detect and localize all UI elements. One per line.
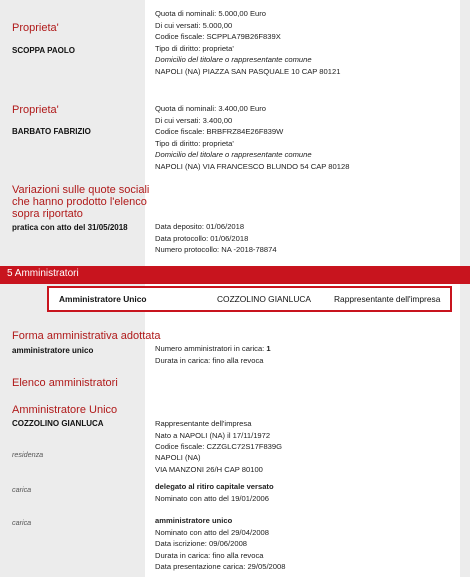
owner-2-codice-fiscale: Codice fiscale: BRBFRZ84E26F839W — [155, 127, 284, 136]
variazioni-title-line-1: Variazioni sulle quote sociali — [12, 184, 150, 196]
owner-2-quota: Quota di nominali: 3.400,00 Euro — [155, 104, 267, 113]
variazioni-title — [12, 184, 149, 220]
owner-1-tipo-diritto: Tipo di diritto: proprieta' — [155, 43, 234, 53]
carica-2-details — [155, 515, 285, 573]
owner-2-name: BARBATO FABRIZIO — [12, 127, 91, 136]
right-margin-strip — [460, 0, 470, 577]
carica-1-label: carica — [12, 485, 32, 494]
summary-role: Amministratore Unico — [59, 294, 147, 304]
variazioni-details — [155, 221, 277, 256]
carica-2-durata: Durata in carica: fino alla revoca — [155, 550, 264, 560]
carica-1-nomina: Nominato con atto del 19/01/2006 — [155, 493, 269, 503]
data-deposito: Data deposito: 01/06/2018 — [155, 222, 245, 231]
carica-2-nomina: Nominato con atto del 29/04/2008 — [155, 527, 269, 537]
owner-1-codice-fiscale: Codice fiscale: SCPPLA79B26F839X — [155, 32, 281, 41]
owner-2-tipo-diritto: Tipo di diritto: proprieta' — [155, 138, 234, 148]
owner-1-title: Proprieta' — [12, 22, 59, 34]
numero-amministratori-value: 1 — [266, 344, 271, 353]
data-protocollo: Data protocollo: 01/06/2018 — [155, 233, 249, 243]
owner-1-domicile-label: Domicilio del titolare o rappresentante comune — [155, 55, 312, 64]
owner-2-versati: Di cui versati: 3.400,00 — [155, 115, 233, 125]
carica-2-title: amministratore unico — [155, 516, 233, 525]
residenza-address: VIA MANZONI 26/H CAP 80100 — [155, 464, 263, 474]
elenco-title: Elenco amministratori — [12, 377, 118, 389]
carica-1-title: delegato al ritiro capitale versato — [155, 482, 274, 491]
section-title: 5 Amministratori — [7, 268, 79, 279]
forma-value: amministratore unico — [12, 346, 94, 355]
carica-2-iscrizione: Data iscrizione: 09/06/2008 — [155, 539, 248, 548]
owner-2-address: NAPOLI (NA) VIA FRANCESCO BLUNDO 54 CAP 80128 — [155, 161, 350, 171]
residenza-details — [155, 452, 263, 475]
variazioni-title-line-3: sopra riportato — [12, 208, 83, 220]
admin-birth: Nato a NAPOLI (NA) il 17/11/1972 — [155, 430, 271, 440]
numero-amministratori-label: Numero amministratori in carica: — [155, 344, 267, 353]
numero-amministratori — [155, 343, 271, 355]
carica-2-presentazione: Data presentazione carica: 29/05/2008 — [155, 562, 286, 571]
owner-2-title: Proprieta' — [12, 104, 59, 116]
carica-1-details — [155, 481, 274, 504]
variazioni-act: pratica con atto del 31/05/2018 — [12, 223, 128, 232]
summary-capacity: Rappresentante dell'impresa — [334, 294, 441, 304]
summary-name: COZZOLINO GIANLUCA — [217, 294, 311, 304]
admin-codice-fiscale: Codice fiscale: CZZGLC72S17F839G — [155, 442, 283, 451]
admin-details — [155, 418, 282, 453]
owner-1-address: NAPOLI (NA) PIAZZA SAN PASQUALE 10 CAP 80121 — [155, 66, 341, 76]
owner-2-details — [155, 103, 349, 172]
admin-capacity: Rappresentante dell'impresa — [155, 419, 252, 428]
forma-details — [155, 343, 271, 366]
forma-durata: Durata in carica: fino alla revoca — [155, 355, 264, 365]
administrator-summary-row — [47, 286, 452, 312]
owner-1-name: SCOPPA PAOLO — [12, 46, 75, 55]
admin-name: COZZOLINO GIANLUCA — [12, 419, 104, 428]
owner-1-quota: Quota di nominali: 5.000,00 Euro — [155, 9, 267, 18]
carica-2-label: carica — [12, 518, 32, 527]
owner-1-details — [155, 8, 340, 77]
owner-2-domicile-label: Domicilio del titolare o rappresentante comune — [155, 150, 312, 159]
residenza-label: residenza — [12, 450, 44, 459]
numero-protocollo: Numero protocollo: NA -2018-78874 — [155, 245, 277, 254]
variazioni-title-line-2: che hanno prodotto l'elenco — [12, 196, 147, 208]
forma-title: Forma amministrativa adottata — [12, 330, 161, 342]
owner-1-versati: Di cui versati: 5.000,00 — [155, 20, 233, 30]
residenza-city: NAPOLI (NA) — [155, 453, 201, 462]
admin-title: Amministratore Unico — [12, 404, 118, 416]
